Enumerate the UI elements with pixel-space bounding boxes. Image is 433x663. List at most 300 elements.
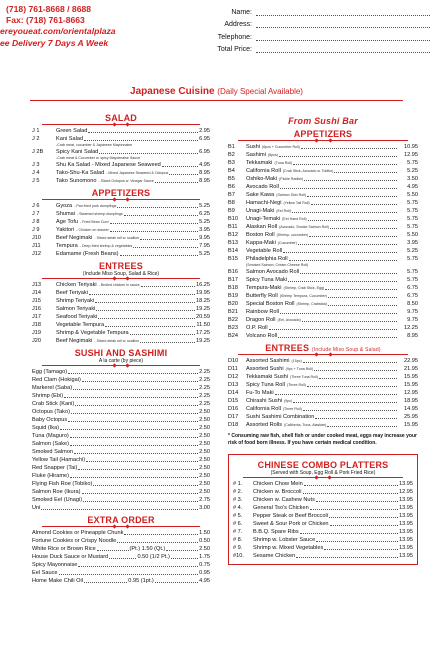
item-name: Philadelphia Roll bbox=[246, 256, 288, 262]
section-title: SALAD bbox=[105, 113, 137, 123]
cuisine-title: Japanese Cuisine bbox=[130, 86, 215, 97]
leader-dots bbox=[133, 247, 198, 248]
leader-dots bbox=[78, 566, 198, 567]
leader-dots bbox=[292, 212, 397, 213]
item-price: 9.75 bbox=[407, 309, 418, 315]
item-name: Gyoza bbox=[56, 203, 73, 209]
leader-dots bbox=[319, 378, 397, 379]
menu-item bbox=[32, 177, 210, 185]
leader-dots bbox=[83, 501, 198, 502]
item-name: Egg (Tamago) bbox=[32, 369, 68, 375]
form-row bbox=[198, 4, 430, 16]
menu-item bbox=[233, 496, 413, 504]
item-price: 2.50 bbox=[199, 433, 210, 439]
item-name: Edamame (Fresh Beans) bbox=[56, 251, 119, 257]
combo-platters-box bbox=[228, 454, 418, 565]
item-price: 13.95 bbox=[399, 529, 413, 535]
item-price: 17.25 bbox=[196, 330, 210, 336]
item-name: California Roll bbox=[246, 406, 281, 412]
leader-dots bbox=[98, 318, 195, 319]
item-note: -Crab meat & Cucumber w. spicy Mayonnaise Sauce bbox=[56, 156, 141, 160]
item-name: Sushi bbox=[246, 144, 260, 150]
leader-dots bbox=[166, 550, 198, 551]
menu-item bbox=[32, 448, 210, 456]
menu-item bbox=[228, 231, 418, 239]
item-name: Tako Sunomono bbox=[56, 178, 97, 184]
item-name: Uni bbox=[32, 505, 41, 511]
item-name: Fu-To Maki bbox=[246, 390, 274, 396]
item-code: # 7. bbox=[233, 529, 243, 535]
leader-dots bbox=[88, 132, 198, 133]
item-name: Shrimp & Vegetable Tempura bbox=[56, 330, 129, 336]
leader-dots bbox=[75, 405, 198, 406]
item-price: 2.50 bbox=[199, 449, 210, 455]
form-field[interactable] bbox=[256, 45, 430, 53]
leader-dots bbox=[302, 321, 397, 322]
item-name: Kani Salad bbox=[56, 136, 84, 142]
item-code: J14 bbox=[32, 290, 42, 296]
item-price: 5.25 bbox=[407, 168, 418, 174]
menu-item bbox=[32, 464, 210, 472]
menu-item bbox=[228, 397, 418, 405]
item-name: Shrimp w. Mixed Vegetables bbox=[253, 545, 324, 551]
item-name: California Roll bbox=[246, 168, 281, 174]
cuisine-banner bbox=[0, 86, 433, 97]
leader-dots bbox=[110, 223, 199, 224]
leader-dots bbox=[86, 461, 198, 462]
menu-item bbox=[32, 337, 210, 345]
item-description: (Eel Hand Roll) bbox=[282, 217, 307, 221]
menu-item bbox=[32, 135, 210, 143]
item-code: B10 bbox=[228, 216, 238, 222]
item-name: Tuna (Maguro) bbox=[32, 433, 69, 439]
item-code: J16 bbox=[32, 306, 42, 312]
leader-dots bbox=[307, 196, 397, 197]
menu-item bbox=[32, 424, 210, 432]
leader-dots bbox=[283, 252, 397, 253]
website-link[interactable]: ereyoueat.com/orientalplaza bbox=[0, 26, 116, 37]
item-price: 13.95 bbox=[399, 505, 413, 511]
item-name: Seafood Teriyaki bbox=[56, 314, 98, 320]
leader-dots bbox=[140, 239, 198, 240]
leader-dots bbox=[155, 182, 198, 183]
leader-dots bbox=[74, 453, 198, 454]
menu-item bbox=[228, 183, 418, 191]
item-name: Oshiko-Maki bbox=[246, 176, 278, 182]
section-title: APPETIZERS bbox=[293, 129, 353, 139]
item-description: (Shrimp, Crab Stick, Egg) bbox=[283, 286, 325, 290]
item-price: 5.75 bbox=[407, 216, 418, 222]
item-price-small: 0.50 (1/2 Pt.) bbox=[137, 554, 170, 560]
item-price: 6.75 bbox=[407, 285, 418, 291]
menu-item bbox=[32, 488, 210, 496]
leader-dots bbox=[120, 255, 199, 256]
item-code: J18 bbox=[32, 322, 42, 328]
menu-item bbox=[228, 199, 418, 207]
item-code: B13 bbox=[228, 240, 238, 246]
item-code: D10 bbox=[228, 358, 239, 364]
section-divider bbox=[243, 477, 403, 478]
item-price: 2.75 bbox=[199, 497, 210, 503]
item-price: 6.25 bbox=[199, 211, 210, 217]
item-code: B21 bbox=[228, 309, 238, 315]
item-name: Kappa-Maki bbox=[246, 240, 276, 246]
leader-dots bbox=[110, 231, 198, 232]
item-name: Spicy Mayonnaise bbox=[32, 562, 78, 568]
item-price: 12.25 bbox=[404, 325, 418, 331]
item-price: 6.95 bbox=[199, 136, 210, 142]
item-description: (9pc) bbox=[284, 399, 293, 403]
item-name: Smoked Salmon bbox=[32, 449, 74, 455]
section-divider bbox=[42, 526, 200, 527]
item-price-small: 0.95 (1pt.) bbox=[128, 578, 154, 584]
item-note: (Smoked Salmon, Cream Cheese Roll) bbox=[246, 263, 309, 267]
item-price: 5.25 bbox=[199, 219, 210, 225]
item-name: Sashimi bbox=[246, 152, 266, 158]
right-column bbox=[228, 110, 418, 565]
item-code: J 3 bbox=[32, 162, 40, 168]
item-code: D12 bbox=[228, 374, 239, 380]
leader-dots bbox=[303, 410, 397, 411]
item-name: Assorted Sushi bbox=[246, 366, 284, 372]
leader-dots bbox=[293, 402, 397, 403]
item-name: Assorted Rolls bbox=[246, 422, 283, 428]
item-name: Tekkamaki bbox=[246, 160, 273, 166]
leader-dots bbox=[310, 509, 398, 510]
item-code: J15 bbox=[32, 298, 42, 304]
item-description: (Three Roll) bbox=[286, 383, 306, 387]
leader-dots bbox=[314, 370, 397, 371]
item-price: 19.95 bbox=[196, 290, 210, 296]
item-price: 13.95 bbox=[399, 537, 413, 543]
item-name: Assorted Sashimi bbox=[246, 358, 290, 364]
menu-item bbox=[228, 268, 418, 276]
leader-dots bbox=[68, 421, 198, 422]
menu-item bbox=[32, 553, 210, 561]
section-sushi-sashimi bbox=[32, 348, 210, 512]
item-code: # 6. bbox=[233, 521, 243, 527]
menu-item bbox=[228, 215, 418, 223]
leader-dots bbox=[288, 281, 397, 282]
item-price: 8.95 bbox=[407, 333, 418, 339]
menu-item bbox=[32, 472, 210, 480]
item-name: Crab Stick (Kani) bbox=[32, 401, 75, 407]
item-code: # 8. bbox=[233, 537, 243, 543]
section-title: CHINESE COMBO PLATTERS bbox=[257, 460, 389, 470]
item-price: 5.75 bbox=[407, 208, 418, 214]
item-description: (Crab Stick, Avocado w. Tobiko) bbox=[282, 169, 334, 173]
form-field[interactable] bbox=[256, 8, 430, 16]
menu-item bbox=[228, 324, 418, 332]
item-name: Tempura-Maki bbox=[246, 285, 282, 291]
item-code: D17 bbox=[228, 414, 239, 420]
leader-dots bbox=[169, 174, 198, 175]
item-price: 5.50 bbox=[407, 192, 418, 198]
item-price: 4.95 bbox=[199, 162, 210, 168]
leader-dots bbox=[307, 386, 397, 387]
item-price: 15.95 bbox=[404, 422, 418, 428]
item-price: 13.95 bbox=[399, 553, 413, 559]
leader-dots bbox=[162, 166, 198, 167]
item-description: (Avocado, Smoke Salmon Roll) bbox=[279, 225, 329, 229]
item-price: 12.95 bbox=[404, 390, 418, 396]
menu-item bbox=[32, 210, 210, 218]
item-name: Chicken w. Broccoli bbox=[253, 489, 302, 495]
item-price: 2.50 bbox=[199, 441, 210, 447]
item-name: Spicy Kani Salad bbox=[56, 149, 99, 155]
leader-dots bbox=[97, 550, 129, 551]
item-price: 22.95 bbox=[404, 358, 418, 364]
menu-item bbox=[233, 488, 413, 496]
menu-item bbox=[228, 292, 418, 300]
form-field[interactable] bbox=[256, 33, 430, 41]
item-name: Special Boston Roll bbox=[246, 301, 295, 307]
section-bar-appetizers bbox=[228, 129, 418, 340]
form-row bbox=[198, 17, 430, 29]
menu-item bbox=[32, 504, 210, 512]
item-description: - Mixed Japanese Seaweed & Octopus bbox=[106, 171, 169, 175]
item-name: Yellow Tail (Hamachi) bbox=[32, 457, 86, 463]
menu-item bbox=[32, 321, 210, 329]
leader-dots bbox=[330, 228, 397, 229]
menu-item bbox=[32, 392, 210, 400]
menu-item bbox=[233, 552, 413, 560]
menu-item bbox=[32, 226, 210, 234]
section-appetizers bbox=[32, 188, 210, 258]
menu-item bbox=[32, 376, 210, 384]
item-price: 8.95 bbox=[199, 178, 210, 184]
leader-dots bbox=[334, 172, 397, 173]
item-price: 3.95 bbox=[199, 227, 210, 233]
form-label: Total Price: bbox=[217, 46, 252, 53]
item-description: - Pan-fried pork dumplings bbox=[74, 204, 117, 208]
item-name: Fluke (Hirame) bbox=[32, 473, 69, 479]
item-name: Beef Negimaki bbox=[56, 235, 93, 241]
item-price: 5.50 bbox=[407, 232, 418, 238]
menu-item bbox=[32, 161, 210, 169]
item-code: D13 bbox=[228, 382, 239, 388]
menu-item bbox=[228, 151, 418, 159]
item-code: B7 bbox=[228, 192, 235, 198]
menu-item bbox=[233, 504, 413, 512]
item-name: Squid (Ika) bbox=[32, 425, 60, 431]
leader-dots bbox=[280, 313, 397, 314]
item-price: 2.50 bbox=[199, 465, 210, 471]
item-price: 10.95 bbox=[404, 144, 418, 150]
leader-dots bbox=[280, 188, 397, 189]
item-description: (Three Tuna Roll) bbox=[289, 375, 318, 379]
item-price: 18.95 bbox=[404, 398, 418, 404]
item-name: Fortune Cookies or Crispy Noodle bbox=[32, 538, 117, 544]
section-divider bbox=[238, 354, 408, 355]
item-price: 5.75 bbox=[407, 277, 418, 283]
leader-dots bbox=[278, 337, 397, 338]
item-price: 12.95 bbox=[404, 152, 418, 158]
menu-item bbox=[32, 480, 210, 488]
item-price: 6.75 bbox=[407, 293, 418, 299]
leader-dots bbox=[298, 244, 397, 245]
leader-dots bbox=[316, 541, 398, 542]
item-price: 5.75 bbox=[407, 224, 418, 230]
item-name: Volcano Roll bbox=[246, 333, 278, 339]
menu-item bbox=[233, 536, 413, 544]
leader-dots bbox=[124, 215, 198, 216]
menu-item bbox=[32, 281, 210, 289]
menu-item bbox=[228, 159, 418, 167]
item-price: 5.25 bbox=[199, 203, 210, 209]
leader-dots bbox=[70, 445, 198, 446]
item-description: - Steamed shrimp dumplings bbox=[76, 212, 123, 216]
menu-item bbox=[32, 545, 210, 553]
leader-dots bbox=[325, 289, 397, 290]
item-price: 2.50 bbox=[199, 481, 210, 487]
item-code: J13 bbox=[32, 282, 42, 288]
item-price: 9.75 bbox=[407, 317, 418, 323]
item-name: Octopus (Tako) bbox=[32, 409, 70, 415]
item-price: 3.50 bbox=[407, 176, 418, 182]
item-code: # 1. bbox=[233, 481, 243, 487]
section-subtitle: (Include Miso Soup, Salad & Rice) bbox=[82, 271, 160, 277]
item-name: Sesame Chicken bbox=[253, 553, 296, 559]
menu-item bbox=[32, 416, 210, 424]
item-code: B5 bbox=[228, 176, 235, 182]
section-subtitle: A la carte (by piece) bbox=[98, 358, 144, 364]
form-row bbox=[198, 42, 430, 54]
section-title: EXTRA ORDER bbox=[87, 515, 155, 525]
menu-item bbox=[228, 381, 418, 389]
item-code: B20 bbox=[228, 301, 238, 307]
item-price: 13.95 bbox=[399, 497, 413, 503]
menu-item bbox=[32, 400, 210, 408]
item-description: (15pc) bbox=[291, 359, 302, 363]
item-description: (Cucumber) bbox=[277, 241, 297, 245]
item-price: 12.95 bbox=[399, 489, 413, 495]
section-divider bbox=[42, 199, 200, 200]
item-name: Red Snapper (Tai) bbox=[32, 465, 78, 471]
menu-item bbox=[228, 316, 418, 324]
phone-number: (718) 761-8668 / 8688 bbox=[6, 4, 92, 14]
menu-item bbox=[228, 143, 418, 151]
leader-dots bbox=[68, 373, 198, 374]
menu-item bbox=[32, 368, 210, 376]
item-code: D16 bbox=[228, 406, 239, 412]
item-code: J20 bbox=[32, 338, 42, 344]
form-field[interactable] bbox=[256, 20, 430, 28]
item-code: B23 bbox=[228, 325, 238, 331]
item-description: (8pcs) bbox=[267, 153, 278, 157]
leader-dots bbox=[275, 394, 397, 395]
item-price: 21.95 bbox=[404, 366, 418, 372]
item-price: 5.75 bbox=[407, 160, 418, 166]
menu-item bbox=[32, 289, 210, 297]
item-price: 2.50 bbox=[199, 425, 210, 431]
item-price-small: (Pt.) 1.50 (Qt.) bbox=[129, 546, 166, 552]
item-price: 20.59 bbox=[196, 314, 210, 320]
raw-food-disclaimer: * Consuming raw fish, shell fish or under cooked meat, eggs may increase your risk of food born illness. If you have certain medical condition. bbox=[228, 433, 417, 446]
leader-dots bbox=[327, 426, 397, 427]
item-price: 1.50 bbox=[199, 530, 210, 536]
section-extra-order bbox=[32, 515, 210, 585]
item-name: Chirashi Sushi bbox=[246, 398, 283, 404]
item-description: - Fried Bean Curd bbox=[79, 220, 109, 224]
leader-dots bbox=[96, 310, 195, 311]
menu-item bbox=[32, 234, 210, 242]
item-name: Chicken Chow Mein bbox=[253, 481, 303, 487]
leader-dots bbox=[117, 207, 198, 208]
item-price: 4.95 bbox=[199, 578, 210, 584]
menu-item bbox=[32, 440, 210, 448]
item-code: B18 bbox=[228, 285, 238, 291]
item-description: - Broiled chicken in sauce bbox=[98, 283, 140, 287]
item-price: 2.95 bbox=[199, 128, 210, 134]
section-bar-entrees bbox=[228, 343, 418, 429]
section-divider bbox=[42, 278, 200, 279]
item-code: J 2 bbox=[32, 136, 40, 142]
item-name: B.B.Q. Spare Ribs bbox=[253, 529, 299, 535]
item-name: Home Make Chili Oil bbox=[32, 578, 83, 584]
item-name: Red Clam (Hokigai) bbox=[32, 377, 81, 383]
section-divider bbox=[42, 124, 200, 125]
item-code: B9 bbox=[228, 208, 235, 214]
leader-dots bbox=[84, 140, 198, 141]
item-price: 1.75 bbox=[199, 554, 210, 560]
item-code: J10 bbox=[32, 235, 42, 241]
leader-dots bbox=[93, 485, 198, 486]
leader-dots bbox=[324, 549, 398, 550]
menu-item bbox=[228, 255, 418, 263]
leader-dots bbox=[309, 236, 397, 237]
item-description: (Shrimp Tempura, Cucumber) bbox=[279, 294, 327, 298]
leader-dots bbox=[95, 302, 195, 303]
menu-item bbox=[32, 297, 210, 305]
menu-item bbox=[32, 577, 210, 585]
leader-dots bbox=[296, 557, 398, 558]
item-code: # 4. bbox=[233, 505, 243, 511]
item-description: (Pickle Radish) bbox=[279, 177, 304, 181]
item-code: # 9. bbox=[233, 545, 243, 551]
item-name: Salmon Teriyaki bbox=[56, 306, 96, 312]
section-divider bbox=[238, 140, 408, 141]
item-code: B11 bbox=[228, 224, 238, 230]
item-code: B4 bbox=[228, 168, 235, 174]
item-code: J 7 bbox=[32, 211, 40, 217]
item-price: 6.95 bbox=[199, 149, 210, 155]
item-price: 13.95 bbox=[399, 513, 413, 519]
cuisine-subtitle: (Daily Special Available) bbox=[217, 87, 303, 96]
item-code: D15 bbox=[228, 398, 239, 404]
leader-dots bbox=[117, 542, 198, 543]
item-code: J 4 bbox=[32, 170, 40, 176]
menu-item bbox=[32, 313, 210, 321]
item-name: Salmon (Sake) bbox=[32, 441, 69, 447]
item-description: (Shrimp, Crabstick) bbox=[296, 302, 328, 306]
item-name: Rainbow Roll bbox=[246, 309, 279, 315]
item-name: Vegetable Roll bbox=[246, 248, 283, 254]
leader-dots bbox=[82, 493, 199, 494]
item-code: J17 bbox=[32, 314, 42, 320]
menu-item bbox=[32, 432, 210, 440]
item-code: B14 bbox=[228, 248, 238, 254]
section-divider bbox=[42, 365, 200, 366]
leader-dots bbox=[140, 342, 195, 343]
item-price: 2.50 bbox=[199, 489, 210, 495]
item-name: Chicken w. Cashew Nuts bbox=[253, 497, 315, 503]
item-price: 13.95 bbox=[399, 545, 413, 551]
menu-item bbox=[32, 250, 210, 258]
item-price: 2.25 bbox=[199, 385, 210, 391]
item-price: 16.25 bbox=[196, 282, 210, 288]
menu-item bbox=[32, 329, 210, 337]
